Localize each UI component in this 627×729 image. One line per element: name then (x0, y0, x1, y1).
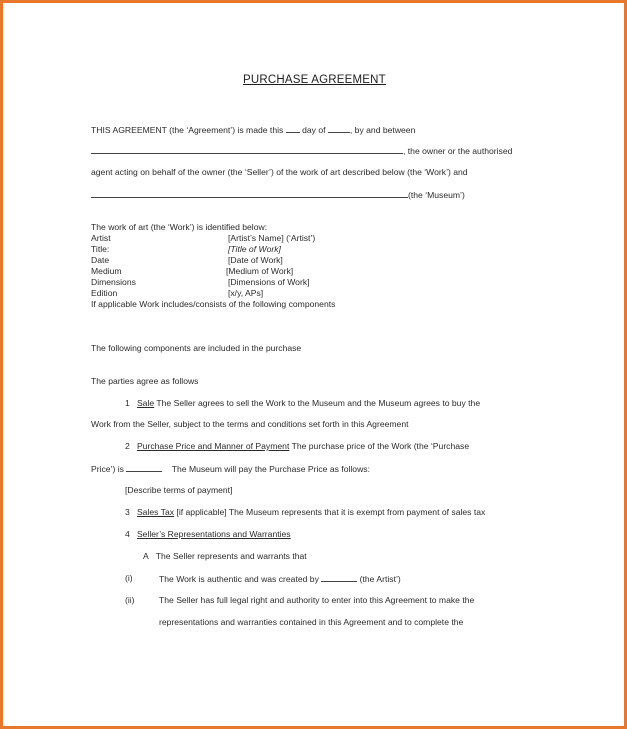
payment-terms: [Describe terms of payment] (125, 485, 233, 495)
clause-2-title: Purchase Price and Manner of Payment (136, 441, 290, 451)
subclause-a-text: The Seller represents and warrants that (155, 551, 307, 561)
date-label: Date (91, 255, 110, 265)
price-blank[interactable] (126, 463, 162, 472)
dimensions-value: [Dimensions of Work] (228, 277, 310, 287)
dimensions-label: Dimensions (91, 277, 136, 287)
clause-1-text: The Seller agrees to sell the Work to the Museum and the Museum agrees to buy the (154, 398, 481, 408)
edition-value: [x/y, APs] (228, 288, 264, 298)
work-heading: The work of art (the ‘Work’) is identified below: (91, 222, 268, 232)
item-i (159, 573, 401, 585)
intro-text-c: , by and between (349, 125, 416, 135)
price-text: Price’) is (91, 464, 124, 474)
day-blank[interactable] (286, 124, 300, 133)
intro-owner-text: , the owner or the authorised (403, 146, 513, 156)
document-title: PURCHASE AGREEMENT (243, 74, 386, 86)
clause-2-text: The purchase price of the Work (the ‘Purchase (289, 441, 470, 451)
parties-line: The parties agree as follows (91, 376, 199, 386)
clause-3-title: Sales Tax (136, 507, 175, 517)
subclause-a-label: A (143, 551, 149, 561)
clause-2-number: 2 (125, 441, 130, 451)
item-i-artist: (the Artist’) (359, 574, 401, 584)
clause-4 (125, 529, 291, 540)
clause-4-number: 4 (125, 529, 130, 539)
artist-blank[interactable] (321, 573, 357, 582)
artist-label: Artist (91, 233, 111, 243)
item-ii-text: The Seller has full legal right and authority to enter into this Agreement to make the (159, 595, 475, 605)
clause-3 (125, 507, 485, 518)
artist-value: [Artist’s Name] (‘Artist’) (228, 233, 316, 243)
clause-3-number: 3 (125, 507, 130, 517)
components-line: The following components are included in the purchase (91, 343, 302, 353)
owner-name-blank[interactable] (91, 145, 403, 154)
item-ii-continuation: representations and warranties contained in this Agreement and to complete the (159, 617, 464, 627)
title-label: Title: (91, 244, 110, 254)
clause-1-title: Sale (136, 398, 155, 408)
medium-label: Medium (91, 266, 122, 276)
item-i-text: The Work is authentic and was created by (159, 574, 319, 584)
work-applicable: If applicable Work includes/consists of the following components (91, 299, 336, 309)
museum-name-blank[interactable] (91, 189, 408, 198)
clause-1-continuation: Work from the Seller, subject to the terms and conditions set forth in this Agreement (91, 419, 409, 429)
clause-4-title: Seller’s Representations and Warranties (136, 529, 291, 539)
intro-line-2 (91, 145, 512, 157)
item-i-label: (i) (125, 573, 133, 583)
clause-2-continuation (91, 463, 370, 475)
title-value: [Title of Work] (228, 244, 281, 254)
intro-line-4 (91, 189, 465, 201)
clause-3-text: [if applicable] The Museum represents that it is exempt from payment of sales tax (174, 507, 486, 517)
intro-line-1 (91, 124, 415, 136)
payment-text: The Museum will pay the Purchase Price as follows: (171, 464, 370, 474)
intro-text-b: day of (302, 125, 326, 135)
medium-value: [Medium of Work] (226, 266, 294, 276)
edition-label: Edition (91, 288, 118, 298)
date-value: [Date of Work] (228, 255, 283, 265)
intro-text-a: THIS AGREEMENT (the ‘Agreement’) is made this (91, 125, 284, 135)
clause-1-number: 1 (125, 398, 130, 408)
intro-line-3: agent acting on behalf of the owner (the ‘Seller’) of the work of art described below (the ‘Work’) and (91, 167, 468, 177)
clause-1 (125, 398, 480, 409)
intro-museum-text: (the ‘Museum’) (408, 190, 465, 200)
month-blank[interactable] (328, 124, 350, 133)
item-ii-label: (ii) (125, 595, 135, 605)
subclause-a (143, 551, 307, 562)
clause-2 (125, 441, 469, 452)
